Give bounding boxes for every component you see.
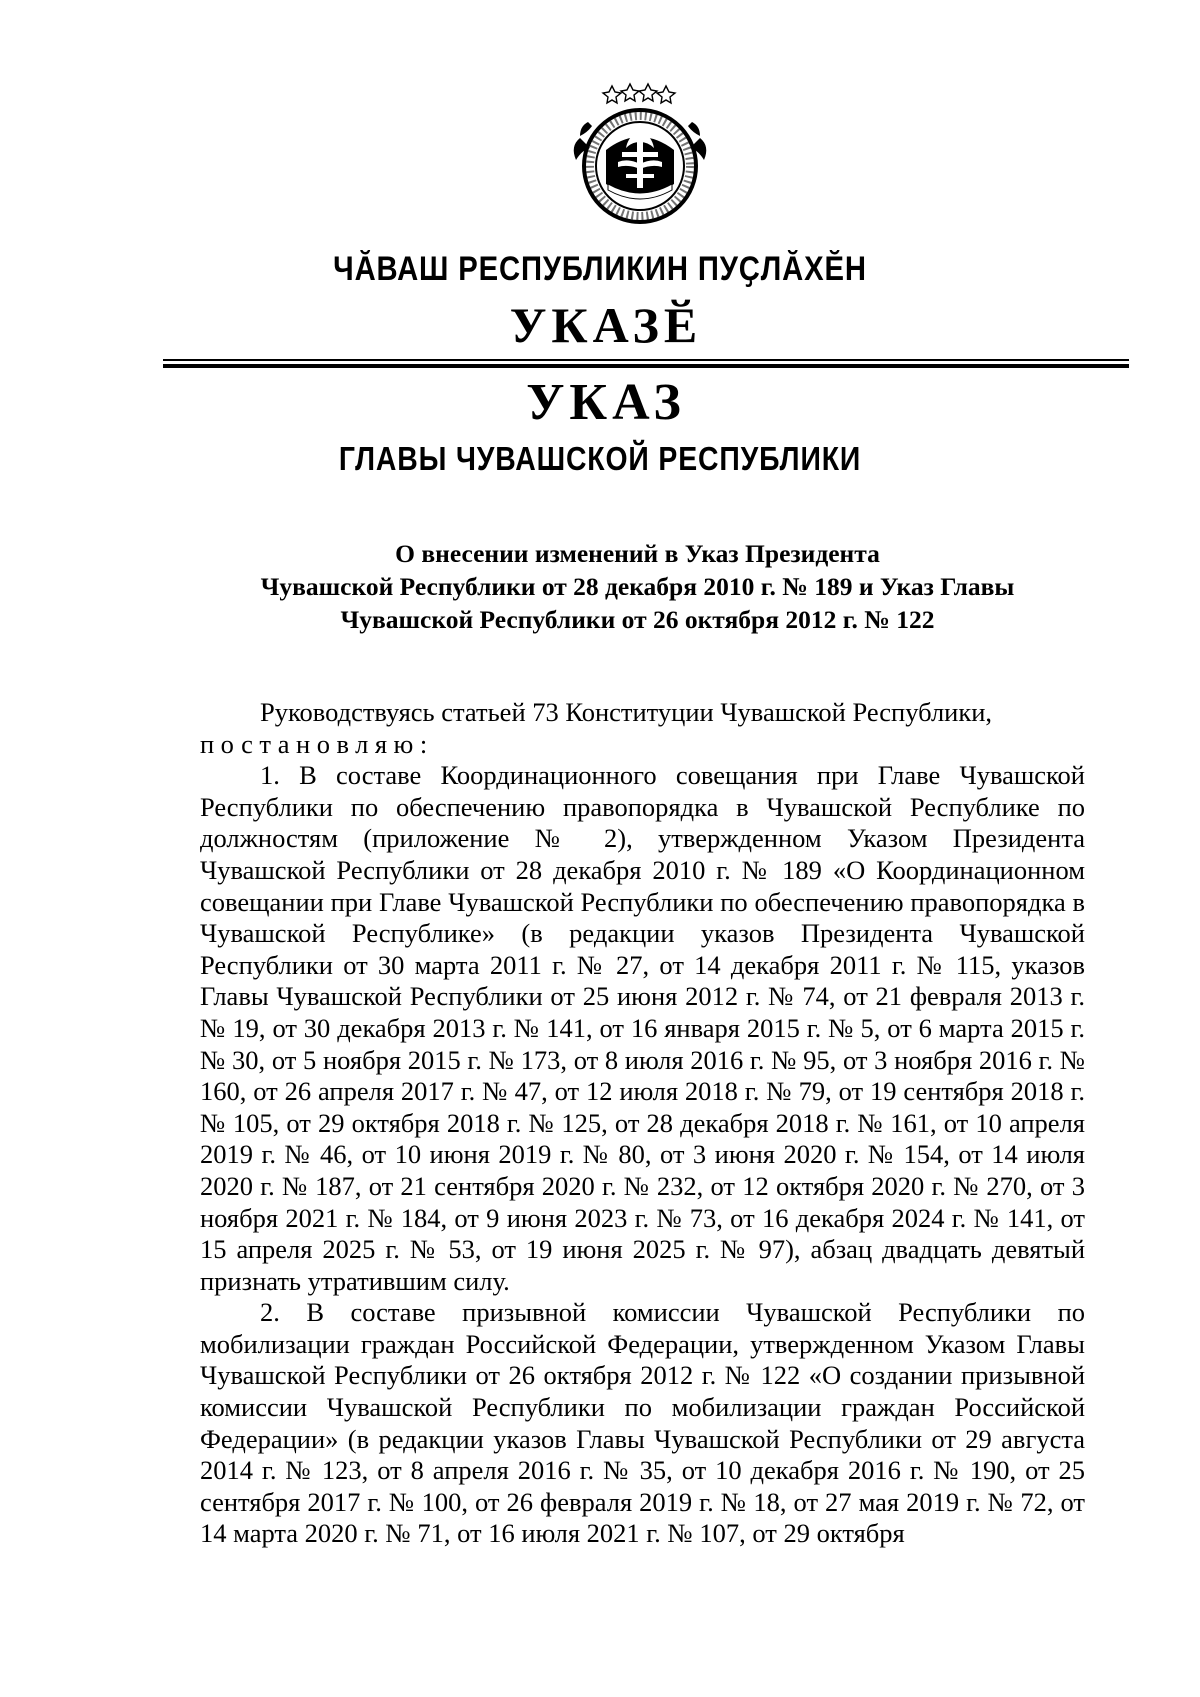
document-body <box>200 697 1085 1550</box>
document-title-line: Чувашской Республики от 26 октября 2012 г. № 122 <box>340 605 935 634</box>
item-2-paragraph: 2. В составе призывной комиссии Чувашской Республики по мобилизации граждан Российской Федерации, утвержденном Указом Главы Чувашской Республики от 26 октября 2012 г. № 122 «О создании призывной комиссии Чувашской Республики по мобилизации граждан Российской Федерации» (в редакции указов Главы Чувашской Республики от 29 августа 2014 г. № 123, от 8 апреля 2016 г. № 35, от 10 декабря 2016 г. № 190, от 25 сентября 2017 г. № 100, от 26 февраля 2019 г. № 18, от 27 мая 2019 г. № 72, от 14 марта 2020 г. № 71, от 16 июля 2021 г. № 107, от 29 октября <box>200 1297 1085 1549</box>
resolve-paragraph <box>200 729 1085 761</box>
chuvash-authority-title: ЧӐВАШ РЕСПУБЛИКИН ПУҪЛӐХӖН <box>333 250 867 288</box>
preamble-text: Руководствуясь статьей 73 Конституции Чувашской Республики, <box>260 697 993 727</box>
russian-authority-title: ГЛАВЫ ЧУВАШСКОЙ РЕСПУБЛИКИ <box>338 440 862 477</box>
document-title-line: Чувашской Республики от 28 декабря 2010 г. № 189 и Указ Главы <box>260 572 1015 601</box>
chuvash-decree-label: УКАЗӖ <box>509 297 703 353</box>
document-title-line: О внесении изменений в Указ Президента <box>395 539 880 568</box>
resolve-text: постановляю: <box>200 728 434 759</box>
chuvash-coat-of-arms-icon <box>560 78 720 228</box>
header-divider-thin <box>163 359 1129 361</box>
preamble-paragraph <box>200 697 1085 729</box>
russian-decree-label: УКАЗ <box>526 374 686 431</box>
item-1-paragraph: 1. В составе Координационного совещания при Главе Чувашской Республики по обеспечению правопорядка в Чувашской Республике по должностям (приложение № 2), утвержденном Указом Президента Чувашской Республики от 28 декабря 2010 г. № 189 «О Координационном совещании при Главе Чувашской Республики по обеспечению правопорядка в Чувашской Республике» (в редакции указов Президента Чувашской Республики от 30 марта 2011 г. № 27, от 14 декабря 2011 г. № 115, указов Главы Чувашской Республики от 25 июня 2012 г. № 74, от 21 февраля 2013 г. № 19, от 30 декабря 2013 г. № 141, от 16 января 2015 г. № 5, от 6 марта 2015 г. № 30, от 5 ноября 2015 г. № 173, от 8 июля 2016 г. № 95, от 3 ноября 2016 г. № 160, от 26 апреля 2017 г. № 47, от 12 июля 2018 г. № 79, от 19 сентября 2018 г. № 105, от 29 октября 2018 г. № 125, от 28 декабря 2018 г. № 161, от 10 апреля 2019 г. № 46, от 10 июня 2019 г. № 80, от 3 июня 2020 г. № 154, от 14 июля 2020 г. № 187, от 21 сентября 2020 г. № 232, от 12 октября 2020 г. № 270, от 3 ноября 2021 г. № 184, от 9 июня 2023 г. № 73, от 16 декабря 2024 г. № 141, от 15 апреля 2025 г. № 53, от 19 июня 2025 г. № 97), абзац двадцать девятый признать утратившим силу. <box>200 760 1085 1296</box>
header-divider-thick <box>163 364 1129 368</box>
document-title <box>200 537 1075 636</box>
